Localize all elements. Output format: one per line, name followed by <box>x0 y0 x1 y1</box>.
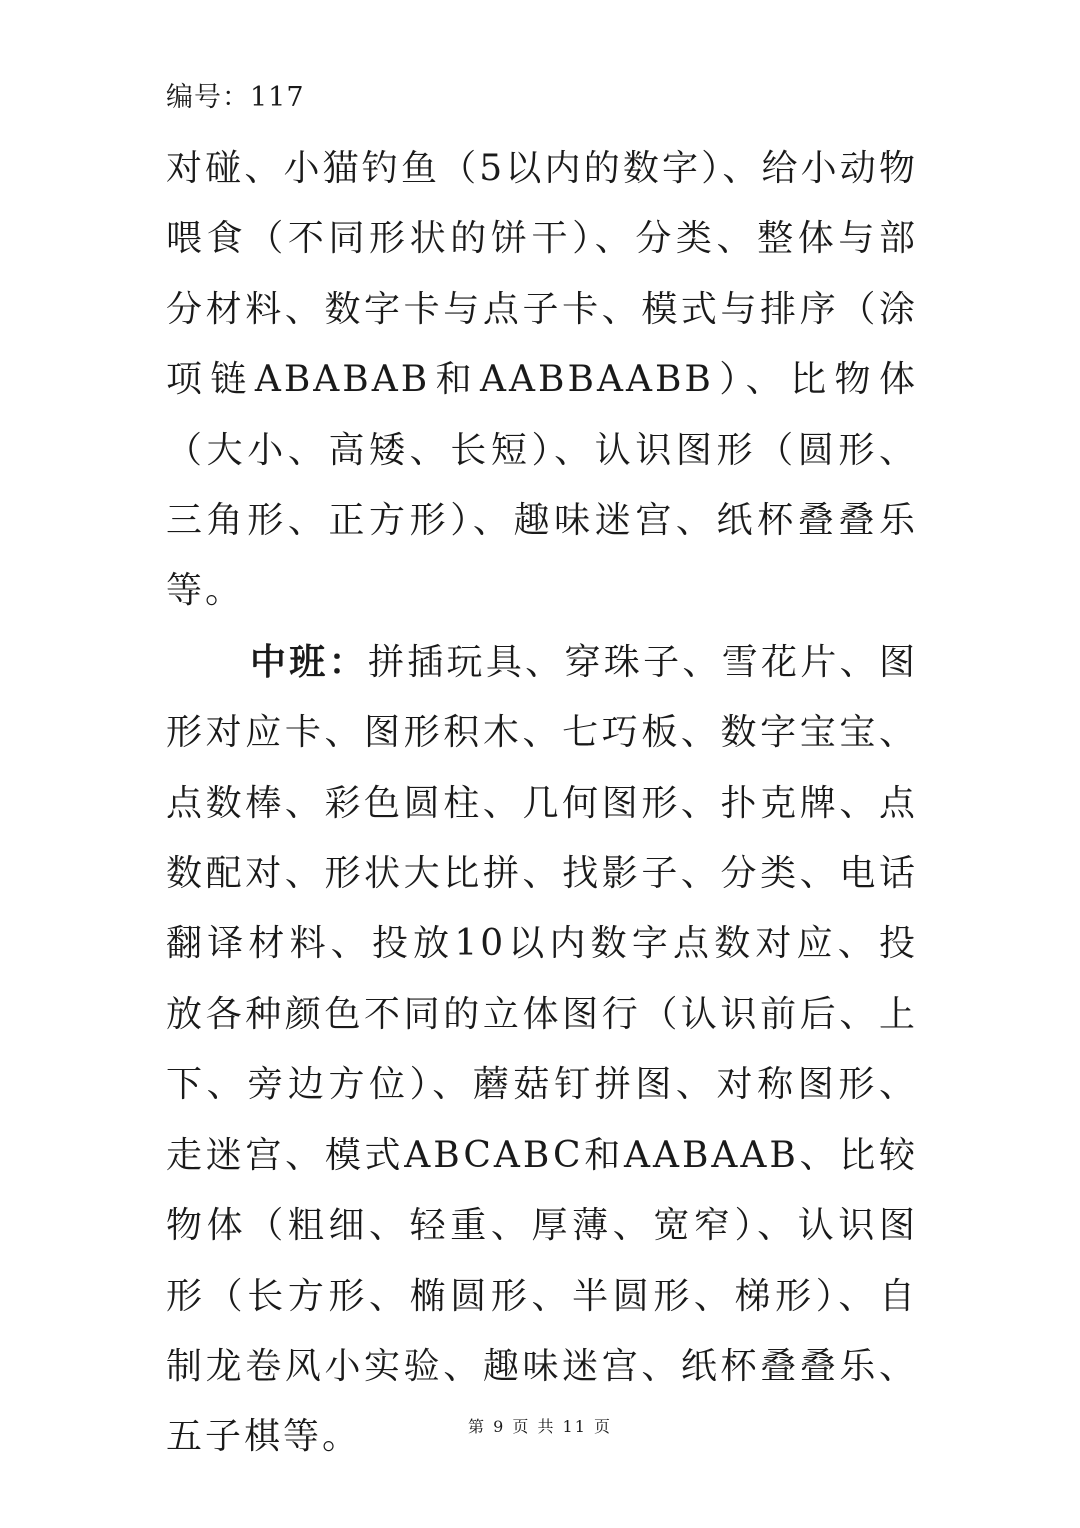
paragraph-small-class-continued: 对碰、小猫钓鱼（5以内的数字）、给小动物喂食（不同形状的饼干）、分类、整体与部分材料、数字卡与点子卡、模式与排序（涂项链ABABAB和AABBAABB）、比物体（大小、高矮、长短）、认识图形（圆形、三角形、正方形）、趣味迷宫、纸杯叠叠乐等。 <box>166 148 918 612</box>
document-number: 编号：117 <box>166 82 305 113</box>
document-body <box>166 134 918 1473</box>
page-footer: 第 9 页 共 11 页 <box>468 1417 612 1436</box>
middle-class-label: 中班： <box>250 640 368 683</box>
middle-class-text: 拼插玩具、穿珠子、雪花片、图形对应卡、图形积木、七巧板、数字宝宝、点数棒、彩色圆柱、几何图形、扑克牌、点数配对、形状大比拼、找影子、分类、电话翻译材料、投放10以内数字点数对应、投放各种颜色不同的立体图行（认识前后、上下、旁边方位）、蘑菇钉拼图、对称图形、走迷宫、模式ABCABC和AABAAB、比较物体（粗细、轻重、厚薄、宽窄）、认识图形（长方形、椭圆形、半圆形、梯形）、自制龙卷风小实验、趣味迷宫、纸杯叠叠乐、五子棋等。 <box>166 641 918 1458</box>
paragraph-middle-class <box>166 627 918 1473</box>
